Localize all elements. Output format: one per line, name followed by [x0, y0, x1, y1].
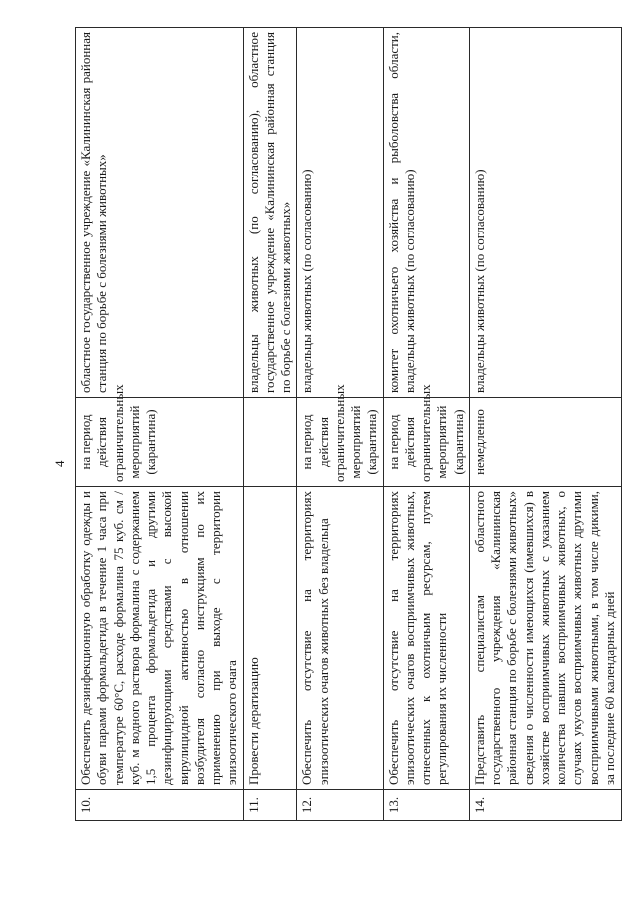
row-term — [243, 398, 297, 487]
table-row — [383, 28, 469, 821]
row-number: 10. — [76, 790, 244, 821]
table-row — [297, 28, 383, 821]
row-action: Провести дератизацию — [243, 487, 297, 790]
table-row — [76, 28, 244, 821]
row-term: на период действия ограничительных мероприятий (карантина) — [297, 398, 383, 487]
row-action: Обеспечить отсутствие на территориях эпизоотических очагов восприимчивых животных, отнесенных к охотничьим ресурсам, путем регулирования их численности — [383, 487, 469, 790]
measures-table — [75, 27, 622, 821]
row-responsible: владельцы животных (по согласованию) — [297, 28, 383, 398]
row-term: на период действия ограничительных мероприятий (карантина) — [76, 398, 244, 487]
row-responsible: владельцы животных (по согласованию) — [469, 28, 621, 398]
row-action: Обеспечить дезинфекционную обработку одежды и обуви парами формальдегида в течение 1 часа при температуре 60°С, расходе формалина 75 куб. см / куб. м водного раствора формалина с содержанием 1,5 процента формальдегида и другими дезинфицирующими средствами с высокой вирулицидной активностью в отношении возбудителя согласно инструкциям по их применению при выходе с территории эпизоотического очага — [76, 487, 244, 790]
row-number: 13. — [383, 790, 469, 821]
row-action: Обеспечить отсутствие на территориях эпизоотических очагов животных без владельца — [297, 487, 383, 790]
row-term: на период действия ограничительных мероприятий (карантина) — [383, 398, 469, 487]
row-term: немедленно — [469, 398, 621, 487]
row-responsible: владельцы животных (по согласованию), областное государственное учреждение «Калининская районная станция по борьбе с болезнями животных» — [243, 28, 297, 398]
row-number: 14. — [469, 790, 621, 821]
row-responsible: комитет охотничьего хозяйства и рыболовства области, владельцы животных (по согласованию) — [383, 28, 469, 398]
page-number: 4 — [52, 460, 67, 467]
row-number: 11. — [243, 790, 297, 821]
table-row — [243, 28, 297, 821]
row-action: Представить специалистам областного государственного учреждения «Калининская районная станция по борьбе с болезнями животных» сведения о численности имеющихся (имевшихся) в хозяйстве восприимчивых животных с указанием количества павших восприимчивых животных, о случаях укусов восприимчивых животных другими восприимчивыми животными, в том числе дикими, за последние 60 календарных дней — [469, 487, 621, 790]
row-responsible: областное государственное учреждение «Калининская районная станция по борьбе с болезнями животных» — [76, 28, 244, 398]
row-number: 12. — [297, 790, 383, 821]
table-row — [469, 28, 621, 821]
